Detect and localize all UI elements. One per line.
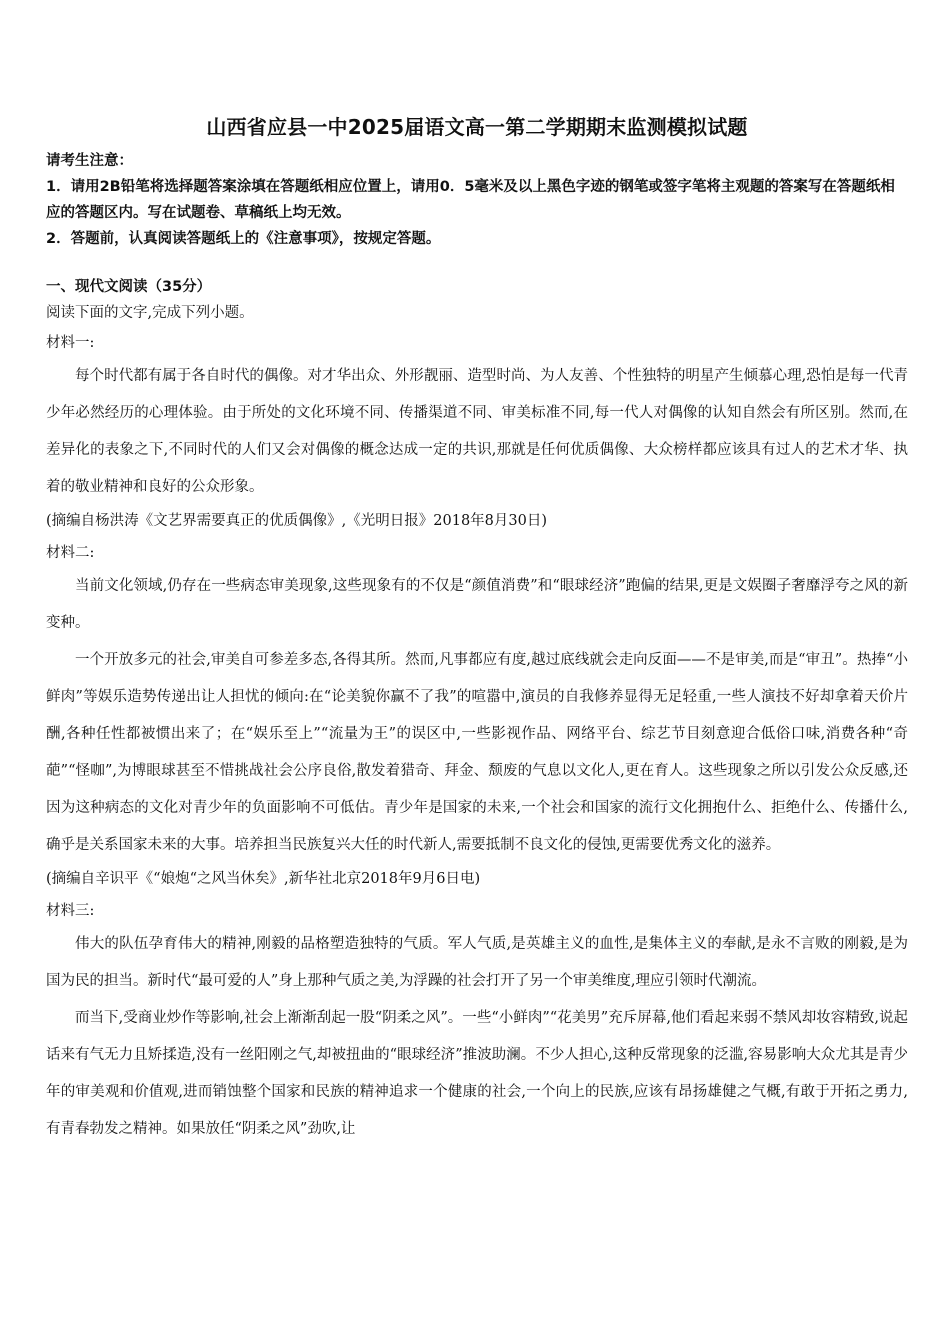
section-heading: 一、现代文阅读（35分） (46, 279, 212, 295)
material-paragraph: 当前文化领域,仍存在一些病态审美现象,这些现象有的不仅是“颜值消费”和“眼球经济”跑偏的结果,更是文娱圈子奢靡浮夸之风的新变种。 (46, 578, 908, 631)
notice-item: 1．请用2B铅笔将选择题答案涂填在答题纸相应位置上，请用0．5毫米及以上黑色字迹的钢笔或签字笔将主观题的答案写在答题纸相应的答题区内。写在试题卷、草稿纸上均无效。 (46, 179, 895, 221)
notice-item: 2．答题前，认真阅读答题纸上的《注意事项》，按规定答题。 (46, 231, 441, 247)
notice-heading: 请考生注意： (46, 153, 133, 169)
page-title: 山西省应县一中2025届语文高一第二学期期末监测模拟试题 (206, 115, 748, 139)
section-instruction: 阅读下面的文字,完成下列小题。 (46, 305, 254, 321)
material-label: 材料一: (46, 335, 95, 351)
material-paragraph: 每个时代都有属于各自时代的偶像。对才华出众、外形靓丽、造型时尚、为人友善、个性独特的明星产生倾慕心理,恐怕是每一代青少年必然经历的心理体验。由于所处的文化环境不同、传播渠道不同、审美标准不同,每一代人对偶像的认知自然会有所区别。然而,在差异化的表象之下,不同时代的人们又会对偶像的概念达成一定的共识,那就是任何优质偶像、大众榜样都应该具有过人的艺术才华、执着的敬业精神和良好的公众形象。 (46, 368, 908, 495)
material-label: 材料三: (46, 903, 95, 919)
material-source: (摘编自杨洪涛《文艺界需要真正的优质偶像》,《光明日报》2018年8月30日) (46, 513, 547, 529)
material-source: (摘编自辛识平《“娘炮“之风当休矣》,新华社北京2018年9月6日电) (46, 871, 481, 887)
material-paragraph: 一个开放多元的社会,审美自可参差多态,各得其所。然而,凡事都应有度,越过底线就会走向反面——不是审美,而是“审丑”。热捧“小鲜肉”等娱乐造势传递出让人担忧的倾向:在“论美貌你赢不了我”的喧嚣中,演员的自我修养显得无足轻重,一些人演技不好却拿着天价片酬,各种任性都被惯出来了；在“娱乐至上”“流量为王”的误区中,一些影视作品、网络平台、综艺节目刻意迎合低俗口味,消费各种“奇葩”“怪咖”,为博眼球甚至不惜挑战社会公序良俗,散发着猎奇、拜金、颓废的气息以文化人,更在育人。这些现象之所以引发公众反感,还因为这种病态的文化对青少年的负面影响不可低估。青少年是国家的未来,一个社会和国家的流行文化拥抱什么、拒绝什么、传播什么,确乎是关系国家未来的大事。培养担当民族复兴大任的时代新人,需要抵制不良文化的侵蚀,更需要优秀文化的滋养。 (46, 652, 908, 853)
material-label: 材料二: (46, 545, 95, 561)
material-paragraph: 而当下,受商业炒作等影响,社会上渐渐刮起一股“阴柔之风”。一些“小鲜肉”“花美男”充斥屏幕,他们看起来弱不禁风却妆容精致,说起话来有气无力且矫揉造,没有一丝阳刚之气,却被扭曲的“眼球经济”推波助澜。不少人担心,这种反常现象的泛滥,容易影响大众尤其是青少年的审美观和价值观,进而销蚀整个国家和民族的精神追求一个健康的社会,一个向上的民族,应该有昂扬雄健之气概,有敢于开拓之勇力,有青春勃发之精神。如果放任“阴柔之风”劲吹,让 (46, 1010, 908, 1137)
exam-page (46, 112, 908, 1148)
material-paragraph: 伟大的队伍孕育伟大的精神,刚毅的品格塑造独特的气质。军人气质,是英雄主义的血性,是集体主义的奉献,是永不言败的刚毅,是为国为民的担当。新时代“最可爱的人”身上那种气质之美,为浮躁的社会打开了另一个审美维度,理应引领时代潮流。 (46, 936, 908, 989)
exam-notice (46, 148, 908, 252)
